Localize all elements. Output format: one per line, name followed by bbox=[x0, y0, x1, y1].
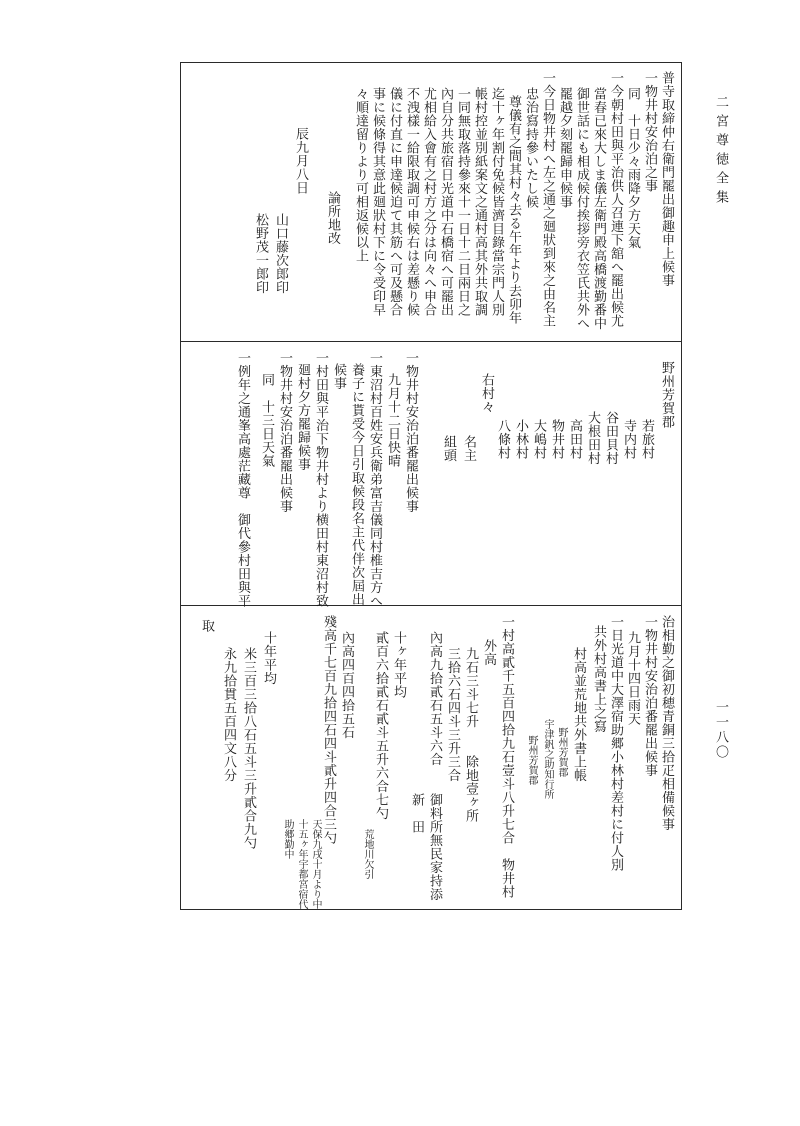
text-line: 不洩樣一給限取調可申候右は差懸り候 bbox=[404, 87, 419, 317]
text-line: 罷越夕刻罷歸申候事 bbox=[557, 87, 572, 209]
text-line: 御世話にも相成候付挨拶旁衣笠氏共外へ bbox=[574, 87, 589, 330]
official-title: 組頭 bbox=[441, 435, 456, 462]
official-title: 名主 bbox=[461, 435, 476, 462]
text-line: 帳村控並別紙案文之通村高其外共取調 bbox=[472, 87, 487, 317]
signature-line: 宇津釩之助知行所 bbox=[542, 719, 553, 799]
village-name: 若旅村 bbox=[639, 419, 654, 460]
text-line: 一東沼村百姓安兵衛弟富吉儀同村椎吉方へ bbox=[367, 351, 382, 608]
village-name: 物井村 bbox=[549, 419, 564, 460]
text-line: 一物井村安治泊番罷出候事 bbox=[403, 351, 418, 513]
text-frame bbox=[180, 62, 682, 910]
signature-line: 野州芳賀郡 bbox=[526, 735, 537, 785]
text-line: 同 十日少々雨降夕方天氣 bbox=[625, 87, 640, 249]
text-line: 候事 bbox=[331, 363, 346, 390]
text-line: 一物井村安治泊番罷出候事 bbox=[642, 615, 657, 777]
divider-top bbox=[181, 341, 681, 342]
signoff-name-1: 山口藤次郎印 bbox=[273, 213, 288, 294]
note-tenpo: 助郷勤中 bbox=[282, 819, 293, 859]
text-line: 事に候條得其意此廻狀村下に令受印早 bbox=[370, 87, 385, 317]
text-line: 村高並荒地共外書上帳 bbox=[571, 647, 586, 782]
text-line: 一例年之通峯高處茫藏尊 御代參村田與平 bbox=[235, 351, 250, 608]
village-name: 大根田村 bbox=[585, 411, 600, 465]
text-line: 尊儀有之間其村々去る午年より去卯年 bbox=[506, 95, 521, 325]
text-line: 貳百六拾貳石貳斗五升六合七勺 bbox=[373, 631, 388, 820]
text-line: 當春已來大しま儀左衛門殿高橋渡勤番中 bbox=[591, 87, 606, 330]
village-name: 寺内村 bbox=[621, 419, 636, 460]
text-line: 取 bbox=[199, 619, 214, 633]
village-name: 高田村 bbox=[567, 419, 582, 460]
signoff-date: 辰九月八日 bbox=[293, 127, 308, 195]
text-line: 一村高貳千五百四拾九石壹斗八升七合 物井村 bbox=[499, 615, 514, 899]
text-line: 十年平均 bbox=[261, 631, 276, 685]
text-line: 永九拾貫五百四文八分 bbox=[221, 647, 236, 782]
text-line: 一物井村安治泊番罷出候事 bbox=[277, 351, 292, 513]
text-line: 廻村夕方罷歸候事 bbox=[295, 363, 310, 471]
text-line: 尤相給入會有之村方之分は向々へ申合 bbox=[421, 87, 436, 317]
text-line: 一今日物井村へ左之通之廻狀到來之由名主 bbox=[540, 71, 555, 328]
village-name: 八條村 bbox=[495, 419, 510, 460]
text-line: 一同無取落持參來十一日十二日兩日之 bbox=[455, 87, 470, 317]
text-line: 々順達留りより可相返候以上 bbox=[353, 87, 368, 263]
text-line: 同 十三日天氣 bbox=[259, 373, 274, 468]
text-line: 米三百三拾八石五斗三升貳合九勺 bbox=[241, 647, 256, 850]
signoff-office: 論所地改 bbox=[325, 191, 340, 245]
text-line: 內自分共旅宿日光道中石橋宿へ可罷出 bbox=[438, 87, 453, 317]
text-line: 內高九拾貳石五斗六合 御料所無民家持添 bbox=[427, 631, 442, 901]
text-line: 九月十二日快晴 bbox=[385, 373, 400, 468]
villages-suffix: 右村々 bbox=[479, 373, 494, 414]
divider-bottom bbox=[181, 605, 681, 606]
signature-line: 野州芳賀郡 bbox=[556, 727, 567, 777]
text-line: 九月十四日雨天 bbox=[625, 631, 640, 726]
text-line: 儀に付直に申達候迫て其筋へ可及懸合 bbox=[387, 87, 402, 317]
text-line: 一今朝村田與平治供人召連下舘へ罷出候尤 bbox=[608, 71, 623, 328]
text-line: 治相勤之御初穂青銅三拾疋相備候事 bbox=[659, 615, 674, 831]
text-line: 十ヶ年平均 bbox=[391, 631, 406, 699]
village-name: 大嶋村 bbox=[531, 419, 546, 460]
text-line: 迄十ヶ年割付免候皆濟目錄當宗門人別 bbox=[489, 87, 504, 317]
text-line: 三拾六石四斗三升三合 bbox=[445, 647, 460, 782]
text-line: 殘高千七百九拾四石四斗貳升四合三勺 bbox=[321, 615, 336, 845]
book-title: 二宮尊徳全集 bbox=[713, 95, 728, 209]
village-name: 谷田貝村 bbox=[603, 411, 618, 465]
village-name: 小林村 bbox=[513, 419, 528, 460]
note-tenpo: 天保九戌十月より中 bbox=[310, 819, 321, 909]
district-label: 野州芳賀郡 bbox=[659, 361, 674, 429]
text-line: 一日光道中大澤宿助郷小林村差村に付人別 bbox=[608, 615, 623, 872]
text-line: 外高 bbox=[481, 639, 496, 666]
note-arable: 荒地川欠引 bbox=[362, 829, 373, 879]
text-line: 普寺取締仲右衛門罷出御趣申上候事 bbox=[659, 71, 674, 287]
text-line: 內高四百四拾五石 bbox=[339, 631, 354, 739]
text-line: 共外村高書上之寫 bbox=[591, 625, 606, 733]
signoff-name-2: 松野茂一郎印 bbox=[253, 213, 268, 294]
note-tenpo: 十五ヶ年宇都宮宿代 bbox=[296, 819, 307, 909]
text-line: 養子に貰受今日引取候段名主代伴次屆出 bbox=[349, 363, 364, 606]
text-line: 新 田 bbox=[409, 631, 424, 834]
text-line: 一物井村安治泊之事 bbox=[642, 71, 657, 193]
text-line: 一村田與平治下物井村より横田村東沼村致 bbox=[313, 351, 328, 608]
text-line: 九石三斗七升 除地壹ヶ所 bbox=[463, 647, 478, 823]
text-line: 忠治寫持參いたし候 bbox=[523, 87, 538, 209]
page-number: 一一八〇 bbox=[713, 700, 728, 760]
